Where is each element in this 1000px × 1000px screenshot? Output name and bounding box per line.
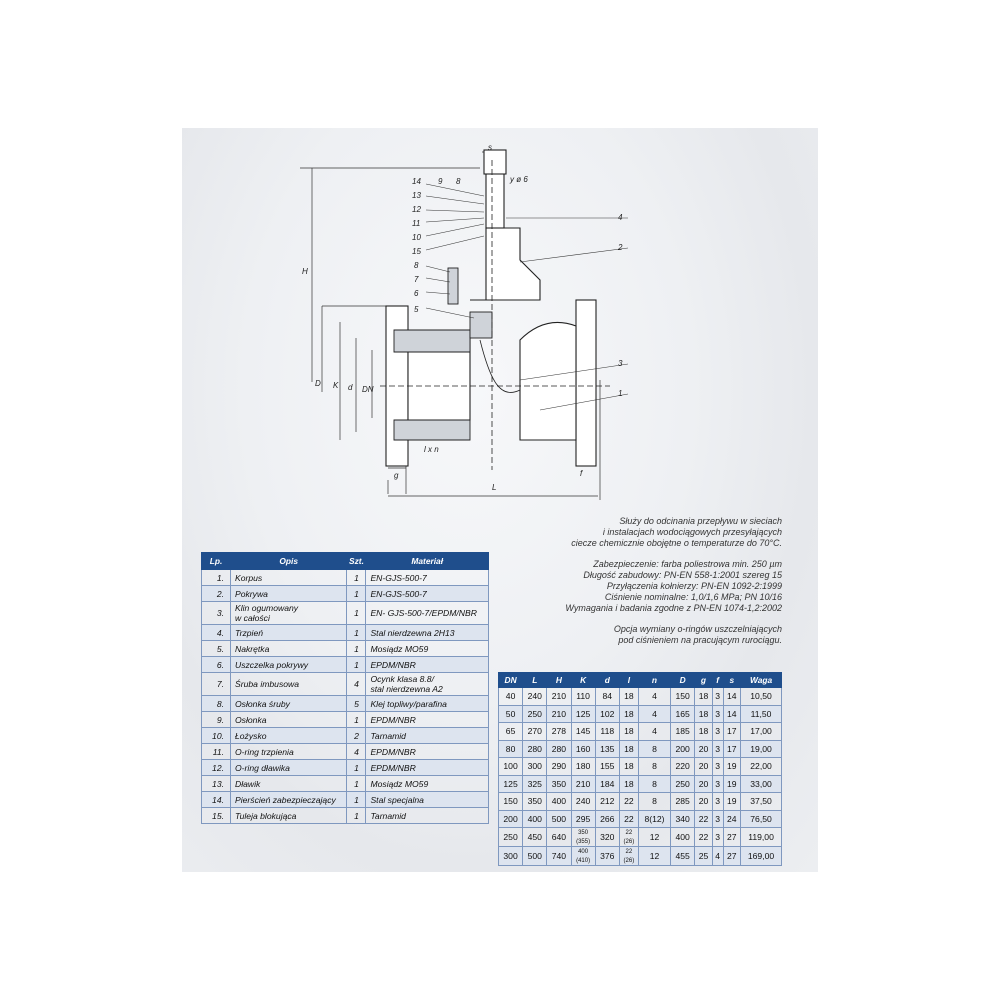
dims-cell: 212 (595, 793, 619, 811)
dims-cell: 250 (523, 705, 547, 723)
dims-cell: 22 (695, 810, 713, 828)
callout-3: 3 (618, 359, 623, 368)
dims-cell: 3 (712, 740, 723, 758)
dims-cell: 22 (619, 793, 638, 811)
dims-cell: 22 (26) (619, 828, 638, 847)
dims-cell: 400 (410) (571, 847, 595, 866)
parts-row (202, 792, 489, 808)
dims-cell: 76,50 (741, 810, 782, 828)
dims-header: g (695, 673, 713, 688)
dims-row (499, 810, 782, 828)
parts-row (202, 673, 489, 696)
dims-row (499, 847, 782, 866)
info-line: i instalacjach wodociągowych przesyłających (602, 527, 782, 537)
dims-header: s (723, 673, 741, 688)
dims-cell: 17 (723, 723, 741, 741)
dims-cell: 3 (712, 705, 723, 723)
dims-cell: 50 (499, 705, 523, 723)
dims-cell: 200 (671, 740, 695, 758)
dims-row (499, 758, 782, 776)
dims-cell: 3 (712, 688, 723, 706)
dims-cell: 25 (695, 847, 713, 866)
parts-cell-szt: 1 (347, 776, 366, 792)
parts-row (202, 641, 489, 657)
parts-row (202, 696, 489, 712)
parts-cell-opis: Uszczelka pokrywy (231, 657, 347, 673)
dims-cell: 340 (671, 810, 695, 828)
dims-cell: 3 (712, 723, 723, 741)
parts-cell-lp: 6. (202, 657, 231, 673)
dim-label-lxn: l x n (424, 445, 439, 454)
dims-cell: 125 (571, 705, 595, 723)
dims-cell: 400 (523, 810, 547, 828)
parts-cell-lp: 7. (202, 673, 231, 696)
dims-cell: 80 (499, 740, 523, 758)
callout-10: 10 (412, 233, 421, 242)
parts-row (202, 625, 489, 641)
dims-cell: 18 (619, 758, 638, 776)
parts-cell-opis: Osłonka (231, 712, 347, 728)
parts-header-opis: Opis (231, 553, 347, 570)
dims-header: l (619, 673, 638, 688)
dims-cell: 455 (671, 847, 695, 866)
dims-cell: 8 (638, 793, 670, 811)
parts-cell-opis: O-ring dławika (231, 760, 347, 776)
parts-cell-mat: EPDM/NBR (366, 760, 489, 776)
callout-11: 11 (412, 219, 421, 228)
dims-cell: 20 (695, 775, 713, 793)
dims-cell: 145 (571, 723, 595, 741)
dim-label-K: K (333, 381, 339, 390)
dims-cell: 17 (723, 740, 741, 758)
callout-7: 7 (414, 275, 419, 284)
dims-cell: 169,00 (741, 847, 782, 866)
parts-cell-mat: EPDM/NBR (366, 657, 489, 673)
dims-row (499, 793, 782, 811)
dims-cell: 350 (523, 793, 547, 811)
dims-cell: 14 (723, 688, 741, 706)
dims-cell: 165 (671, 705, 695, 723)
info-line: Zabezpieczenie: farba poliestrowa min. 250 µm (593, 559, 782, 569)
info-line: ciecze chemicznie obojętne o temperaturze do 70°C. (571, 538, 782, 548)
dims-cell: 33,00 (741, 775, 782, 793)
parts-cell-lp: 4. (202, 625, 231, 641)
parts-cell-opis: Korpus (231, 570, 347, 586)
dims-cell: 110 (571, 688, 595, 706)
dims-cell: 3 (712, 758, 723, 776)
info-line: Ciśnienie nominalne: 1,0/1,6 MPa; PN 10/16 (604, 592, 782, 602)
parts-cell-szt: 1 (347, 712, 366, 728)
dims-row (499, 705, 782, 723)
callout-8: 8 (456, 177, 461, 186)
dims-cell: 250 (499, 828, 523, 847)
dims-header: DN (499, 673, 523, 688)
dims-cell: 18 (619, 705, 638, 723)
dims-cell: 400 (547, 793, 571, 811)
parts-cell-opis: Pokrywa (231, 586, 347, 602)
callout-13: 13 (412, 191, 421, 200)
callout-12: 12 (412, 205, 421, 214)
dims-header: n (638, 673, 670, 688)
parts-cell-mat: EN-GJS-500-7 (366, 570, 489, 586)
dims-cell: 3 (712, 810, 723, 828)
parts-cell-lp: 9. (202, 712, 231, 728)
dims-cell: 325 (523, 775, 547, 793)
dims-cell: 20 (695, 758, 713, 776)
dims-cell: 3 (712, 775, 723, 793)
dims-cell: 266 (595, 810, 619, 828)
dims-cell: 20 (695, 740, 713, 758)
parts-cell-szt: 1 (347, 586, 366, 602)
parts-header-lp: Lp. (202, 553, 231, 570)
dims-cell: 19,00 (741, 740, 782, 758)
parts-table (201, 552, 489, 824)
parts-cell-mat: EPDM/NBR (366, 712, 489, 728)
dim-label-s: s (488, 143, 492, 152)
parts-row (202, 570, 489, 586)
parts-cell-opis: Osłonka śruby (231, 696, 347, 712)
dims-cell: 300 (499, 847, 523, 866)
dims-cell: 84 (595, 688, 619, 706)
dimensions-table (498, 672, 782, 866)
parts-cell-opis: Pierścień zabezpieczający (231, 792, 347, 808)
dims-header: f (712, 673, 723, 688)
parts-row (202, 776, 489, 792)
parts-cell-opis: Dławik (231, 776, 347, 792)
dim-label-g: g (394, 471, 399, 480)
parts-cell-szt: 4 (347, 744, 366, 760)
dims-cell: 18 (695, 705, 713, 723)
parts-cell-opis: Śruba imbusowa (231, 673, 347, 696)
info-line: Opcja wymiany o-ringów uszczelniających (613, 624, 782, 634)
dims-cell: 118 (595, 723, 619, 741)
dims-cell: 100 (499, 758, 523, 776)
dim-label-y: y ø 6 (510, 175, 528, 184)
parts-cell-mat: Tarnamid (366, 808, 489, 824)
dims-cell: 3 (712, 828, 723, 847)
dims-cell: 240 (571, 793, 595, 811)
dims-row (499, 828, 782, 847)
dims-cell: 160 (571, 740, 595, 758)
callout-6: 6 (414, 289, 419, 298)
dims-cell: 22 (695, 828, 713, 847)
dims-cell: 150 (499, 793, 523, 811)
info-line: Służy do odcinania przepływu w sieciach (619, 516, 782, 526)
dims-cell: 27 (723, 828, 741, 847)
dims-row (499, 775, 782, 793)
parts-cell-mat: Mosiądz MO59 (366, 776, 489, 792)
parts-cell-szt: 1 (347, 602, 366, 625)
parts-cell-szt: 1 (347, 792, 366, 808)
parts-cell-opis: Nakrętka (231, 641, 347, 657)
dims-cell: 220 (671, 758, 695, 776)
dim-label-D: D (315, 379, 321, 388)
dims-cell: 22,00 (741, 758, 782, 776)
callout-1: 1 (618, 389, 623, 398)
dims-cell: 185 (671, 723, 695, 741)
parts-row (202, 712, 489, 728)
dims-cell: 27 (723, 847, 741, 866)
dims-cell: 65 (499, 723, 523, 741)
parts-row (202, 657, 489, 673)
dims-cell: 740 (547, 847, 571, 866)
dims-cell: 280 (547, 740, 571, 758)
dims-cell: 4 (638, 688, 670, 706)
parts-cell-lp: 8. (202, 696, 231, 712)
dim-label-H: H (302, 267, 308, 276)
dim-label-f: f (580, 469, 583, 478)
dims-cell: 4 (712, 847, 723, 866)
dim-label-d: d (348, 383, 353, 392)
dims-cell: 37,50 (741, 793, 782, 811)
parts-cell-szt: 1 (347, 625, 366, 641)
dims-cell: 8(12) (638, 810, 670, 828)
dims-header: Waga (741, 673, 782, 688)
dims-cell: 22 (26) (619, 847, 638, 866)
dims-cell: 8 (638, 775, 670, 793)
parts-header-material: Materiał (366, 553, 489, 570)
parts-cell-mat: Ocynk klasa 8.8/ stal nierdzewna A2 (366, 673, 489, 696)
parts-cell-szt: 5 (347, 696, 366, 712)
parts-cell-szt: 1 (347, 760, 366, 776)
dims-cell: 125 (499, 775, 523, 793)
parts-cell-mat: EN- GJS-500-7/EPDM/NBR (366, 602, 489, 625)
dims-cell: 18 (695, 688, 713, 706)
dims-cell: 350 (547, 775, 571, 793)
dims-cell: 8 (638, 758, 670, 776)
parts-cell-lp: 13. (202, 776, 231, 792)
parts-cell-lp: 1. (202, 570, 231, 586)
parts-cell-mat: EN-GJS-500-7 (366, 586, 489, 602)
dims-cell: 280 (523, 740, 547, 758)
info-line: pod ciśnieniem na pracującym rurociągu. (618, 635, 782, 645)
parts-row (202, 744, 489, 760)
dims-cell: 11,50 (741, 705, 782, 723)
parts-cell-mat: EPDM/NBR (366, 744, 489, 760)
info-line: Długość zabudowy: PN-EN 558-1:2001 szereg 15 (583, 570, 782, 580)
dims-cell: 210 (547, 688, 571, 706)
dims-cell: 19 (723, 758, 741, 776)
dims-header: D (671, 673, 695, 688)
dims-row (499, 740, 782, 758)
parts-row (202, 602, 489, 625)
parts-row (202, 808, 489, 824)
dims-cell: 295 (571, 810, 595, 828)
parts-row (202, 760, 489, 776)
dims-cell: 18 (619, 688, 638, 706)
dims-cell: 12 (638, 847, 670, 866)
dims-cell: 200 (499, 810, 523, 828)
dims-cell: 8 (638, 740, 670, 758)
dims-cell: 12 (638, 828, 670, 847)
dims-cell: 4 (638, 705, 670, 723)
parts-cell-mat: Mosiądz MO59 (366, 641, 489, 657)
callout-15: 15 (412, 247, 421, 256)
parts-cell-lp: 5. (202, 641, 231, 657)
parts-cell-mat: Klej topliwy/parafina (366, 696, 489, 712)
dims-cell: 10,50 (741, 688, 782, 706)
parts-cell-opis: Łożysko (231, 728, 347, 744)
dims-cell: 290 (547, 758, 571, 776)
info-line: Przyłączenia kołnierzy: PN-EN 1092-2:1999 (606, 581, 782, 591)
dims-header: d (595, 673, 619, 688)
parts-cell-opis: O-ring trzpienia (231, 744, 347, 760)
parts-cell-opis: Tuleja blokująca (231, 808, 347, 824)
dims-cell: 18 (619, 775, 638, 793)
dims-cell: 240 (523, 688, 547, 706)
dims-cell: 320 (595, 828, 619, 847)
parts-cell-lp: 14. (202, 792, 231, 808)
parts-cell-szt: 2 (347, 728, 366, 744)
parts-cell-mat: Stal nierdzewna 2H13 (366, 625, 489, 641)
dims-cell: 500 (523, 847, 547, 866)
parts-cell-lp: 10. (202, 728, 231, 744)
dims-cell: 500 (547, 810, 571, 828)
callout-14: 14 (412, 177, 421, 186)
parts-cell-szt: 1 (347, 641, 366, 657)
dims-cell: 4 (638, 723, 670, 741)
callout-9: 9 (438, 177, 443, 186)
parts-cell-opis: Klin ogumowany w całości (231, 602, 347, 625)
parts-cell-mat: Stal specjalna (366, 792, 489, 808)
dims-cell: 180 (571, 758, 595, 776)
dims-row (499, 723, 782, 741)
dims-cell: 119,00 (741, 828, 782, 847)
dims-cell: 350 (355) (571, 828, 595, 847)
dims-cell: 19 (723, 775, 741, 793)
dims-cell: 376 (595, 847, 619, 866)
dims-cell: 18 (619, 723, 638, 741)
parts-cell-lp: 3. (202, 602, 231, 625)
callout-2: 2 (618, 243, 623, 252)
dims-cell: 22 (619, 810, 638, 828)
dims-cell: 155 (595, 758, 619, 776)
dims-cell: 17,00 (741, 723, 782, 741)
dims-cell: 18 (695, 723, 713, 741)
dims-header: H (547, 673, 571, 688)
callout-4: 4 (618, 213, 623, 222)
dims-cell: 250 (671, 775, 695, 793)
dim-label-L: L (492, 483, 497, 492)
parts-cell-lp: 12. (202, 760, 231, 776)
dims-cell: 40 (499, 688, 523, 706)
dims-cell: 20 (695, 793, 713, 811)
dims-cell: 19 (723, 793, 741, 811)
parts-cell-opis: Trzpień (231, 625, 347, 641)
dims-cell: 18 (619, 740, 638, 758)
dims-cell: 135 (595, 740, 619, 758)
dims-cell: 270 (523, 723, 547, 741)
dims-cell: 210 (571, 775, 595, 793)
parts-cell-szt: 1 (347, 808, 366, 824)
dims-cell: 14 (723, 705, 741, 723)
parts-header-szt: Szt. (347, 553, 366, 570)
parts-cell-szt: 1 (347, 570, 366, 586)
dims-cell: 285 (671, 793, 695, 811)
callout-5: 5 (414, 305, 419, 314)
dims-cell: 102 (595, 705, 619, 723)
dims-cell: 278 (547, 723, 571, 741)
dims-cell: 150 (671, 688, 695, 706)
dims-cell: 3 (712, 793, 723, 811)
dims-cell: 210 (547, 705, 571, 723)
dims-cell: 24 (723, 810, 741, 828)
dims-cell: 300 (523, 758, 547, 776)
dims-cell: 184 (595, 775, 619, 793)
dims-header: K (571, 673, 595, 688)
parts-cell-mat: Tarnamid (366, 728, 489, 744)
parts-row (202, 728, 489, 744)
dims-cell: 400 (671, 828, 695, 847)
parts-cell-lp: 15. (202, 808, 231, 824)
parts-cell-lp: 2. (202, 586, 231, 602)
parts-row (202, 586, 489, 602)
product-description (520, 516, 782, 646)
parts-cell-szt: 1 (347, 657, 366, 673)
dims-row (499, 688, 782, 706)
dim-label-DN: DN (362, 385, 374, 394)
dims-header: L (523, 673, 547, 688)
parts-cell-szt: 4 (347, 673, 366, 696)
parts-cell-lp: 11. (202, 744, 231, 760)
dims-cell: 640 (547, 828, 571, 847)
dims-cell: 450 (523, 828, 547, 847)
info-line: Wymagania i badania zgodne z PN-EN 1074-1,2:2002 (565, 603, 782, 613)
callout-8b: 8 (414, 261, 419, 270)
